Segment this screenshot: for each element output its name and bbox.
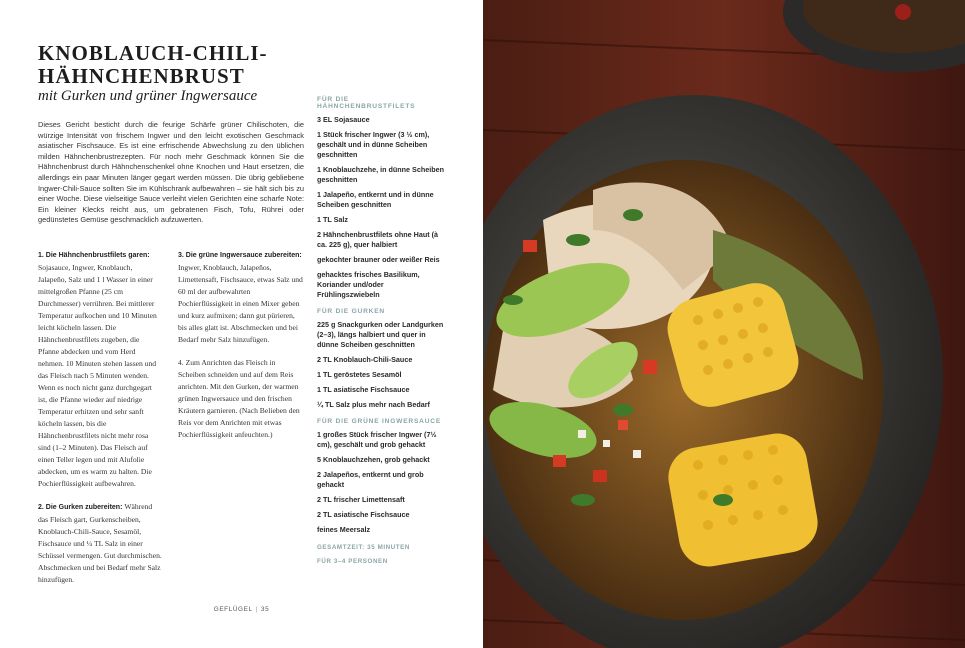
ingredient-section-title: FÜR DIE HÄHNCHENBRUSTFILETS — [317, 96, 416, 110]
ingredient-item: gehacktes frisches Basilikum, Koriander und/oder Frühlingszwiebeln — [317, 270, 420, 299]
step-text: Sojasauce, Ingwer, Knoblauch, Jalapeño, Salz und 1 l Wasser in einer mittelgroßen Pfanne (25 cm Durchmesser) verrühren. Bei mittlerer Temperatur aufkochen und 10 Minuten leicht köcheln lassen. Die Hähnchenbrustfilets zugeben, die Pfanne abdecken und vom Herd nehmen. 10 Minuten stehen lassen und das Fleisch nach 5 Minuten wenden. Wenn es noch nicht ganz durchgegart ist, die Pfanne wieder auf niedrige Temperatur erhitzen und sehr sanft köcheln lassen, bis die Hähnchenbrustfilets nicht mehr rosa sind (1–2 Minuten). Das Fleisch auf einen Teller legen und mit Alufolie abdecken, um es warm zu halten. Die Pochierflüssigkeit aufbewahren. — [38, 263, 157, 488]
ingredient-item: 2 TL frischer Limettensaft — [317, 495, 405, 504]
ingredient-item: 1 TL asiatische Fischsauce — [317, 385, 410, 394]
step-text: 4. Zum Anrichten das Fleisch in Scheiben schneiden und auf dem Reis anrichten. Mit den Gurken, der warmen grünen Ingwersauce und den frischen Kräutern garnieren. (Nach Belieben den Reis vor dem Anrichten mit etwas Pochierflüssigkeit anfeuchten.) — [178, 358, 300, 439]
ingredient-section-title: FÜR DIE GRÜNE INGWERSAUCE — [317, 418, 442, 425]
corn-cob — [664, 429, 823, 571]
step-heading: 1. Die Hähnchenbrustfilets garen: — [38, 252, 150, 259]
recipe-photo — [483, 0, 965, 648]
ingredient-item: 2 Jalapeños, entkernt und grob gehackt — [317, 470, 424, 489]
ingredient-item: 5 Knoblauchzehen, grob gehackt — [317, 455, 430, 464]
steps-column-1 — [38, 249, 162, 597]
total-time: GESAMTZEIT: 35 MINUTEN — [317, 544, 410, 551]
ingredient-item: 2 TL Knoblauch-Chili-Sauce — [317, 355, 413, 364]
step-heading: 2. Die Gurken zubereiten: — [38, 504, 125, 511]
step-1 — [38, 249, 162, 490]
title-line-2: HÄHNCHENBRUST — [38, 64, 245, 88]
ingredient-item: 1 TL Salz — [317, 215, 349, 224]
ingredient-item: 2 TL asiatische Fischsauce — [317, 510, 410, 519]
steps-column-2 — [178, 249, 304, 452]
step-text: Ingwer, Knoblauch, Jalapeños, Limettensaft, Fischsauce, etwas Salz und 60 ml der aufbewahrten Pochierflüssigkeit in einen Mixer geben und kurz aufmixen; dann gut pürieren, bis alles glatt ist. Abschmecken und bei Bedarf mehr Salz hinzufügen. — [178, 263, 303, 344]
step-heading: 3. Die grüne Ingwersauce zubereiten: — [178, 252, 302, 259]
ingredient-section-title: FÜR DIE GURKEN — [317, 308, 385, 315]
ingredient-list — [317, 96, 447, 567]
ingredient-item: 1 Stück frischer Ingwer (3 ½ cm), geschält und in dünne Scheiben geschnitten — [317, 130, 430, 159]
step-2 — [38, 501, 162, 586]
ingredient-item: 2 Hähnchenbrustfilets ohne Haut (à ca. 225 g), quer halbiert — [317, 230, 439, 249]
chili-piece — [895, 4, 911, 20]
page-footer — [0, 606, 483, 613]
recipe-title — [38, 42, 298, 88]
ingredient-item: 225 g Snackgurken oder Landgurken (2–3), längs halbiert und quer in dünne Scheiben geschnitten — [317, 320, 444, 349]
ingredient-group-cucumbers — [317, 308, 447, 410]
title-line-1: KNOBLAUCH-CHILI- — [38, 41, 268, 65]
ingredient-item: 3 EL Sojasauce — [317, 115, 370, 124]
servings: FÜR 3–4 PERSONEN — [317, 558, 388, 565]
ingredient-item: ¼ TL Salz plus mehr nach Bedarf — [317, 400, 430, 409]
folio-separator: | — [255, 606, 258, 613]
step-text: Während das Fleisch gart, Gurkenscheiben, Knoblauch-Chili-Sauce, Sesamöl, Fischsauce und ¼ TL Salz in einer Schüssel vermengen. Gut durchmischen. Abschmecken und bei Bedarf mehr Salz hinzufügen. — [38, 502, 162, 584]
ingredient-item: feines Meersalz — [317, 525, 371, 534]
recipe-intro: Dieses Gericht besticht durch die feurige Schärfe grüner Chilischoten, die würzige Intensität von frischem Ingwer und den leicht exotischen Geschmack asiatischer Fischsauce. Es ist eine erfrischende Abwechslung zu den üblichen milden Hähnchenbrustrezepten. Für noch mehr Geschmack können Sie die Hähnchenbrust durch Hähnchenschenkel ohne Knochen und Haut ersetzen, die allerdings ein paar Minuten länger gegart werden müssen. Die übrig gebliebene Ingwer-Chili-Sauce sollten Sie im Kühlschrank aufbewahren – sie hält sich bis zu einer Woche. Diese vielseitige Sauce verleiht vielen Gerichten eine scharfe Note: Ein kleiner Klecks reicht aus, um gebratenen Fisch, Tofu, Rührei oder gedünstetes Gemüse geschmacklich aufzuwerten. — [38, 120, 304, 225]
ingredient-item: 1 großes Stück frischer Ingwer (7½ cm), geschält und grob gehackt — [317, 430, 437, 449]
page-number: 35 — [260, 606, 270, 613]
ingredient-item: 1 TL geröstetes Sesamöl — [317, 370, 402, 379]
ingredient-item: 1 Jalapeño, entkernt und in dünne Scheiben geschnitten — [317, 190, 434, 209]
recipe-photo-illustration — [483, 0, 965, 648]
section-name: GEFLÜGEL — [213, 606, 253, 613]
step-4 — [178, 357, 304, 441]
step-3 — [178, 249, 304, 346]
ingredient-group-ginger-sauce — [317, 418, 447, 535]
recipe-subtitle: mit Gurken und grüner Ingwersauce — [38, 88, 258, 104]
ingredient-item: 1 Knoblauchzehe, in dünne Scheiben geschnitten — [317, 165, 444, 184]
ingredient-group-chicken — [317, 96, 447, 300]
ingredient-item: gekochter brauner oder weißer Reis — [317, 255, 440, 264]
